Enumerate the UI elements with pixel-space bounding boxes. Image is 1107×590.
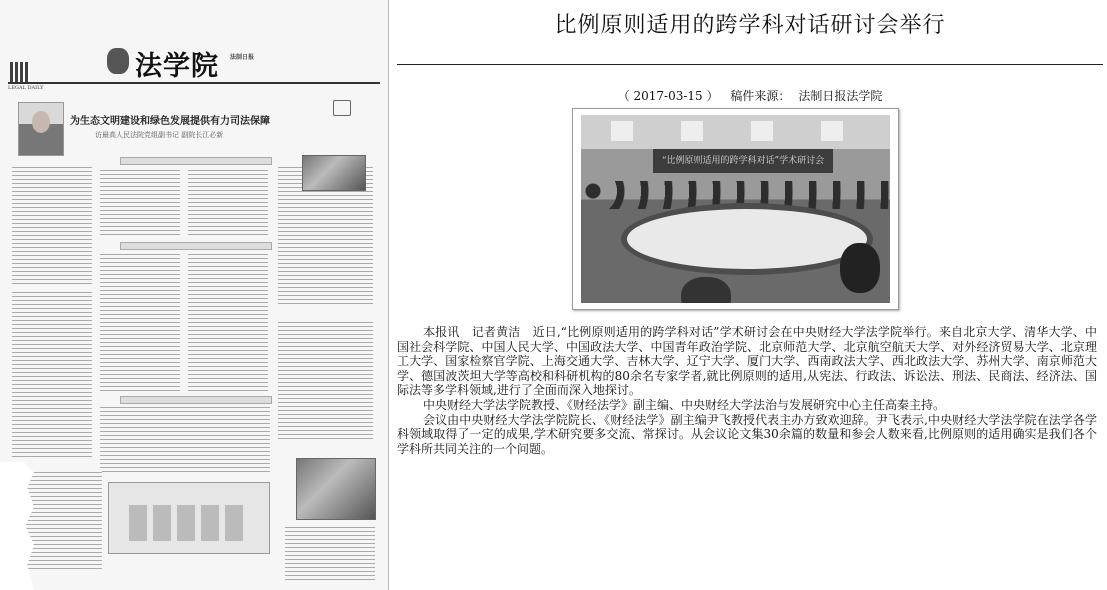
newspaper-logo-text: LEGAL DAILY xyxy=(8,85,44,91)
attendee-foreground xyxy=(840,243,880,293)
article-source: 法制日报法学院 xyxy=(798,89,883,103)
newspaper-masthead-small: 法制日报 xyxy=(230,54,255,61)
article-date: （ 2017-03-15 ） xyxy=(617,89,719,103)
article-photo xyxy=(572,108,899,310)
article-paragraph: 中央财经大学法学院教授、《财经法学》副主编、中央财经大学法治与发展研究中心主任高秦主持。 xyxy=(423,397,946,412)
article-paragraph: 会议由中央财经大学法学院院长、《财经法学》副主编尹飞教授代表主办方致欢迎辞。尹飞表示,中央财经大学法学院在法学各学科领域取得了一定的成果,学术研究要多交流、常探讨。从会议论文集30余篇的数量和参会人数来看,比例原则的适用确实是我们各个学科所共同关注的一个问题。 xyxy=(397,412,1097,456)
interviewee-portrait xyxy=(18,102,64,156)
newspaper-section-band xyxy=(120,396,272,404)
title-divider xyxy=(397,64,1103,65)
article-title: 比例原则适用的跨学科对话研讨会举行 xyxy=(554,13,946,38)
newspaper-page-thumbnail[interactable] xyxy=(0,0,389,590)
newspaper-column xyxy=(12,165,92,285)
newspaper-section-tag xyxy=(333,100,351,116)
newspaper-headline: 为生态文明建设和绿色发展提供有力司法保障 xyxy=(70,116,270,127)
newspaper-column xyxy=(12,290,92,460)
masthead-rule xyxy=(8,82,380,84)
newspaper-column xyxy=(100,252,180,392)
newspaper-column xyxy=(188,252,268,392)
newspaper-photo xyxy=(302,155,366,191)
newspaper-section-band xyxy=(120,157,272,165)
newspaper-masthead: 法学院 xyxy=(135,51,219,82)
article-body xyxy=(397,325,1097,456)
newspaper-column xyxy=(285,525,375,580)
newspaper-column xyxy=(100,405,270,475)
emblem-icon xyxy=(107,48,129,74)
photo-banner: “比例原则适用的跨学科对话”学术研讨会 xyxy=(653,149,833,173)
qr-code-icon xyxy=(10,62,30,82)
article xyxy=(397,0,1103,590)
newspaper-column xyxy=(278,320,373,440)
newspaper-column xyxy=(100,168,180,238)
attendee-foreground xyxy=(681,277,731,303)
newspaper-subheadline: 访最高人民法院党组副书记 副院长江必新 xyxy=(95,131,224,139)
newspaper-section-band xyxy=(120,242,272,250)
newspaper-column xyxy=(188,168,268,238)
source-label: 稿件来源： xyxy=(730,89,791,103)
conference-table xyxy=(621,203,873,275)
ceiling-lights xyxy=(581,121,890,141)
newspaper-photo xyxy=(296,458,376,520)
article-paragraph: 本报讯 记者黄洁 近日,“比例原则适用的跨学科对话”学术研讨会在中央财经大学法学院举行。来自北京大学、清华大学、中国社会科学院、中国人民大学、中国政法大学、中国青年政治学院、北京师范大学、北京航空航天大学、对外经济贸易大学、北京理工大学、国家检察官学院、上海交通大学、吉林大学、辽宁大学、厦门大学、西南政法大学、西北政法大学、苏州大学、南京师范大学、德国波茨坦大学等高校和科研机构的80余名专家学者,就比例原则的适用,从宪法、行政法、诉讼法、刑法、民商法、经济法、国际法等多学科领域,进行了全面而深入地探讨。 xyxy=(397,325,1097,398)
article-meta xyxy=(397,87,1103,104)
newspaper-infographic xyxy=(108,482,270,554)
